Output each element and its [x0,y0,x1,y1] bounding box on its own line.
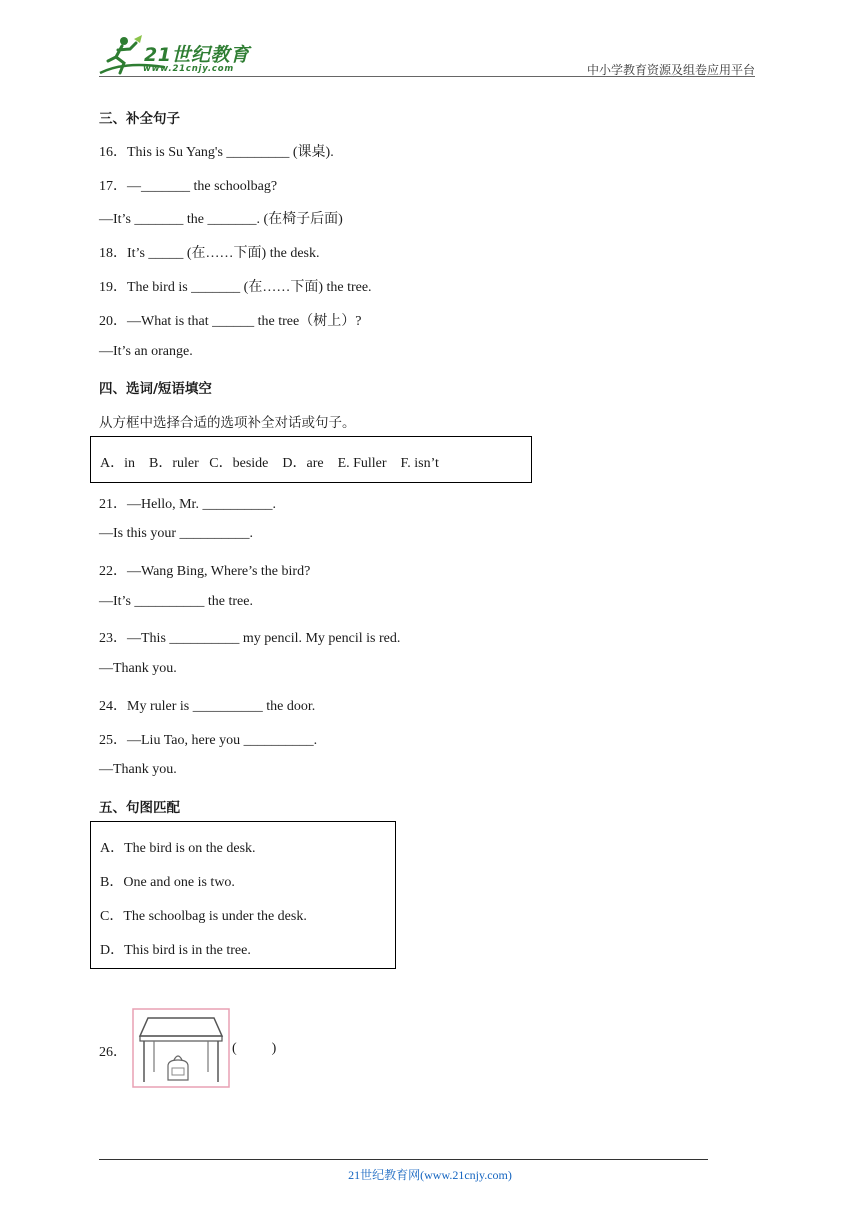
footer-text: 21世纪教育网(www.21cnjy.com) [348,1168,512,1182]
question-19: 19．The bird is _______ (在……下面) the tree. [99,280,372,295]
question-17: 17．—_______ the schoolbag? [99,179,278,194]
matching-options-box [90,821,396,969]
header-divider [99,76,755,77]
option-a: A．The bird is on the desk. [100,841,256,856]
question-23-reply: —Thank you. [99,661,177,676]
question-21-reply: —Is this your __________. [99,526,253,541]
question-26-answer-blank[interactable]: ( ) [232,1041,277,1056]
section-4-title: 四、选词/短语填空 [99,381,212,397]
question-16: 16．This is Su Yang's _________ (课桌). [99,145,334,160]
question-17-answer: —It’s _______ the _______. (在椅子后面) [99,212,343,227]
question-22: 22．—Wang Bing, Where’s the bird? [99,564,311,579]
word-bank-box [90,436,532,483]
option-d: D．This bird is in the tree. [100,943,251,958]
question-21: 21．—Hello, Mr. __________. [99,497,276,512]
question-26-number: 26． [99,1045,127,1060]
section-3-title: 三、补全句子 [99,111,180,127]
section-4-instruction: 从方框中选择合适的选项补全对话或句子。 [99,415,356,431]
question-25: 25．—Liu Tao, here you __________. [99,733,318,748]
question-23: 23．—This __________ my pencil. My pencil is red. [99,631,401,646]
brand-url: www.21cnjy.com [143,64,234,74]
word-bank-options: A．in B．ruler C．beside D．are E. Fuller F. isn’t [100,456,439,471]
question-24: 24．My ruler is __________ the door. [99,699,316,714]
question-20-answer: —It’s an orange. [99,344,193,359]
question-20: 20．—What is that ______ the tree（树上）? [99,314,362,329]
question-25-reply: —Thank you. [99,762,177,777]
footer-divider [99,1159,708,1160]
section-5-title: 五、句图匹配 [99,800,180,816]
question-18: 18．It’s _____ (在……下面) the desk. [99,246,320,261]
schoolbag-under-desk-image [132,1008,230,1088]
option-b: B．One and one is two. [100,875,235,890]
platform-tagline: 中小学教育资源及组卷应用平台 [586,63,755,77]
brand-name: 21世纪教育 [144,44,250,66]
option-c: C．The schoolbag is under the desk. [100,909,307,924]
question-22-reply: —It’s __________ the tree. [99,594,253,609]
